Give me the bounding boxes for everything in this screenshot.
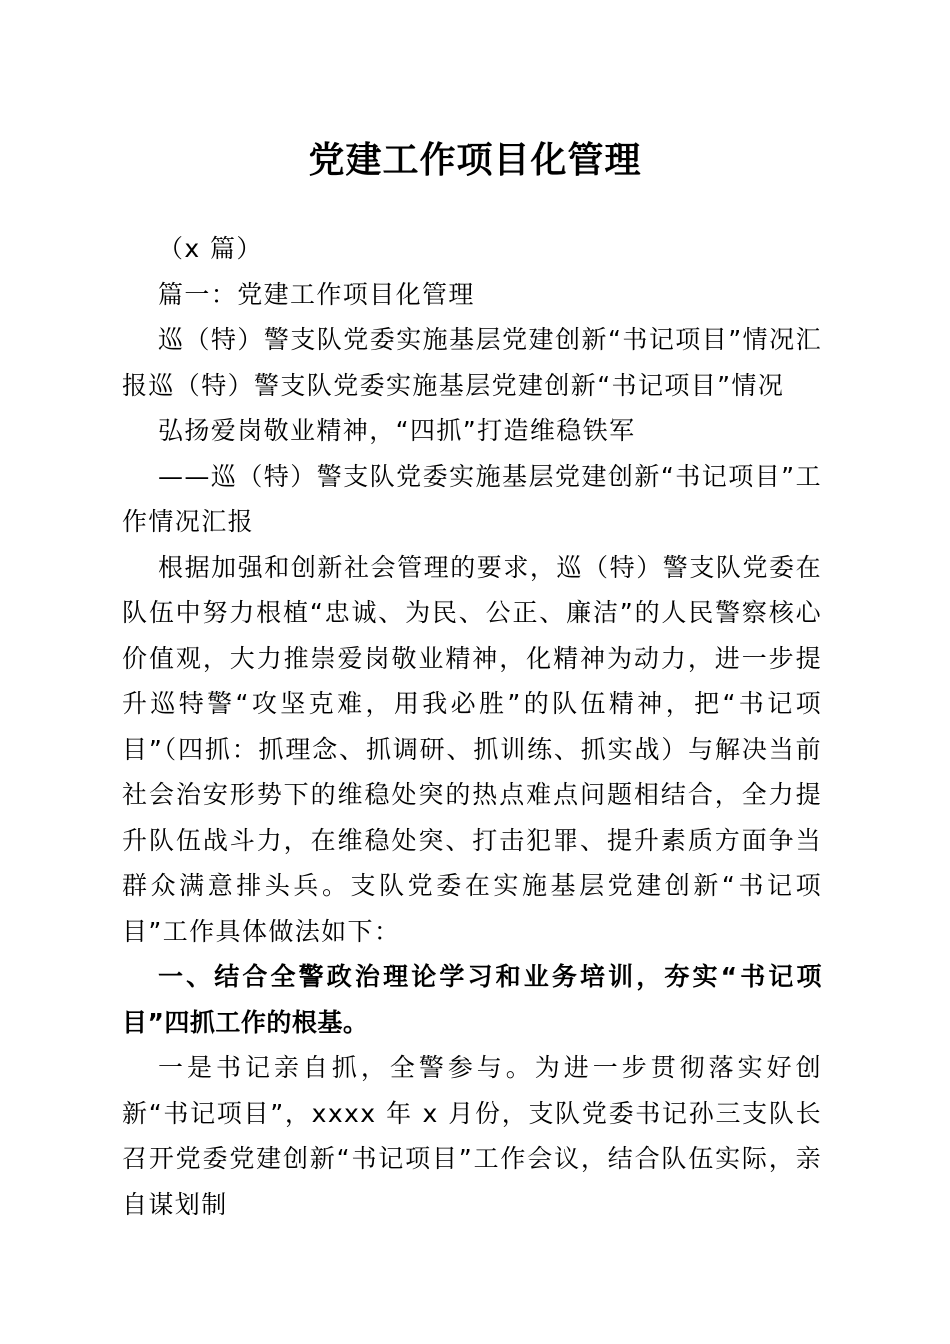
paragraph-report-title: 巡（特）警支队党委实施基层党建创新“书记项目”情况汇报巡（特）警支队党委实施基层党建创新“书记项目”情况 bbox=[122, 325, 822, 400]
paragraph-part-title: 篇一：党建工作项目化管理 bbox=[158, 279, 475, 309]
paragraph-section-1-point-1: 一是书记亲自抓，全警参与。为进一步贯彻落实好创新“书记项目”，xxxx 年 x 月份，支队党委书记孙三支队长召开党委党建创新“书记项目”工作会议，结合队伍实际，亲自谋划制 bbox=[122, 1053, 822, 1219]
section-heading-1: 一、结合全警政治理论学习和业务培训，夯实“书记项目”四抓工作的根基。 bbox=[122, 962, 822, 1037]
paragraph-main-theme: 弘扬爱岗敬业精神，“四抓”打造维稳铁军 bbox=[158, 416, 636, 445]
paragraph-introduction: 根据加强和创新社会管理的要求，巡（特）警支队党委在队伍中努力根植“忠诚、为民、公正、廉洁”的人民警察核心价值观，大力推崇爱岗敬业精神，化精神为动力，进一步提升巡特警“攻坚克难，用我必胜”的队伍精神，把“书记项目”（四抓：抓理念、抓调研、抓训练、抓实战）与解决当前社会治安形势下的维稳处突的热点难点问题相结合，全力提升队伍战斗力，在维稳处突、打击犯罪、提升素质方面争当群众满意排头兵。支队党委在实施基层党建创新“书记项目”工作具体做法如下： bbox=[122, 552, 822, 946]
paragraph-subtitle: ——巡（特）警支队党委实施基层党建创新“书记项目”工作情况汇报 bbox=[122, 461, 822, 536]
document-body bbox=[122, 226, 822, 1227]
paragraph-count-note: （x 篇） bbox=[158, 234, 263, 263]
document-title: 党建工作项目化管理 bbox=[308, 139, 642, 181]
